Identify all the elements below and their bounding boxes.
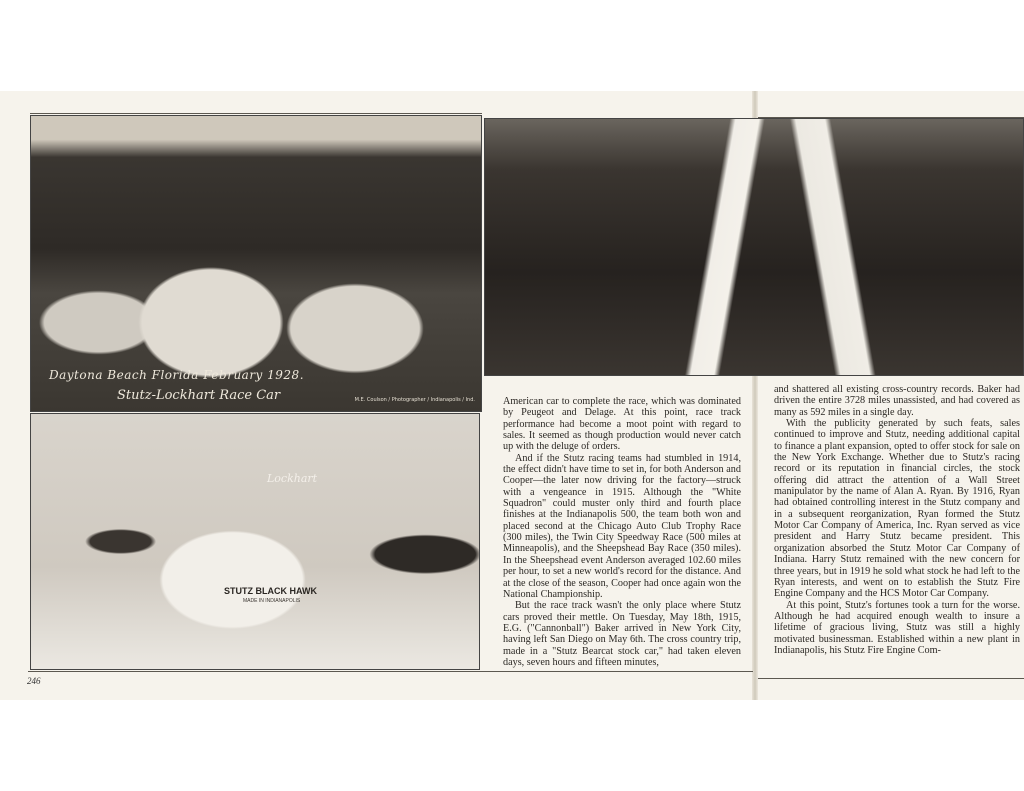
paragraph: And if the Stutz racing teams had stumbled in 1914, the effect didn't have time to set in, for both Anderson and Cooper—the later now driving for the factory—struck with a vengeance in 1915. Although the "White Squadron" could muster only third and fourth place finishes at the Indianapolis 500, the team both won and placed second at the Chicago Auto Club Trophy Race (300 miles), the Twin City Speedway Race (500 miles at Minneapolis), and the Sheepshead Bay Race (350 miles). In the Sheepshead event Anderson averaged 102.60 miles per hour, to set a new world's record for the distance. And at the close of the season, Cooper had once again won the National Championship.	[503, 452, 741, 600]
photo-caption-title: Stutz-Lockhart Race Car	[117, 388, 281, 403]
text-column-b	[774, 384, 1020, 656]
paragraph: But the race track wasn't the only place where Stutz cars proved their mettle. On Tuesday, May 18th, 1915, E.G. ("Cannonball") Baker arrived in New York City, having left San Diego on May 6th. The cross country trip, made in a "Stutz Bearcat stock car," had taken eleven days, seven hours and fifteen minutes,	[503, 600, 741, 668]
photo-stutz-lockhart-race-car	[30, 115, 482, 412]
paragraph: American car to complete the race, which was dominated by Peugeot and Delage. At this point, race track performance had become a moot point with regard to sales. It seemed as though production would never catch up with the deluge of orders.	[503, 396, 741, 453]
car-name-label: STUTZ BLACK HAWK	[224, 586, 317, 596]
bottom-rule-left	[28, 671, 753, 672]
page-number: 246	[27, 676, 41, 686]
top-rule-left	[30, 113, 482, 114]
photo-caption-date: Daytona Beach Florida February 1928.	[49, 368, 305, 382]
paragraph: At this point, Stutz's fortunes took a turn for the worse. Although he had acquired enough wealth to insure a lifetime of gracious living, Stutz was still a highly motivated businessman. Established within a new plant in Indianapolis, his Stutz Fire Engine Com-	[774, 599, 1020, 656]
photo-banquet-hall	[484, 118, 1024, 376]
paragraph: With the publicity generated by such feats, sales continued to improve and Stutz, needing additional capital to finance a plant expansion, opted to offer stock for sale on the New York Exchange. Whether due to Stutz's racing record or its reputation in financial circles, the stock offering did attract the attention of a Wall Street manipulator by the name of Alan A. Ryan. By 1916, Ryan had obtained controlling interest in the Stutz company and in a subsequent reorganization, Ryan formed the Stutz Motor Car Company of America, Inc. Ryan served as vice president and Harry Stutz became president. This organization absorbed the Stutz Motor Car Company of Indiana. Harry Stutz remained with the new concern for three years, but in 1919 he sold what stock he had left to the Ryan interests, and went on to establish the Stutz Fire Engine Company and the HCS Motor Car Company.	[774, 418, 1020, 600]
photo-stutz-black-hawk-crash	[30, 413, 480, 670]
car-subtitle-label: MADE IN INDIANAPOLIS	[243, 598, 301, 604]
photographer-stamp: M.E. Coulson / Photographer / Indianapolis / Ind.	[354, 397, 475, 403]
bottom-rule-right	[758, 678, 1024, 679]
paragraph: and shattered all existing cross-country records. Baker had driven the entire 3728 miles unassisted, and had covered as many as 592 miles in a single day.	[774, 384, 1020, 418]
photo-handwritten-label: Lockhart	[267, 472, 318, 485]
text-column-a	[503, 396, 741, 668]
